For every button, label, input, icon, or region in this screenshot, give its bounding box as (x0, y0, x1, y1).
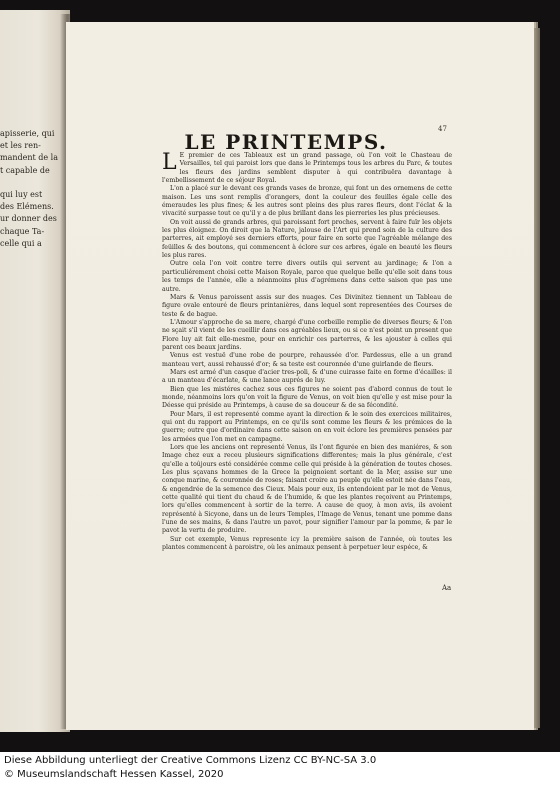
body-text (162, 152, 452, 598)
drop-cap: L (162, 150, 177, 175)
body-paragraph: Mars & Venus paroissent assis sur des nuages. Ces Divinitez tiennent un Tableau de figure ovale entouré de fleurs printanières, dans lequel sont representées des Courses de teste & de bague. (162, 293, 452, 318)
body-paragraph: Pour Mars, il est representé comme ayant la direction & le soin des exercices militaires, qui ont du rapport au Printemps, en ce qu'ils sont comme les fleurs & les prémices de la guerre; outre que d'ordinaire dans cette saison on en voit éclore les premières pensées par les armées que l'on met en campagne. (162, 410, 452, 443)
body-paragraph: Sur cet exemple, Venus represente icy la première saison de l'année, où toutes les plantes commencent à paroistre, où les animaux pensent à perpetuer leur espéce, & (162, 535, 452, 552)
body-paragraph: L'on a placé sur le devant ces grands vases de bronze, qui font un des ornemens de cette maison. Les uns sont remplis d'orangers, dont la couleur des feuilles égale celle des émeraudes les plus fines; & les autres sont pleins des plus rares fleurs, dont l'éclat & la vivacité surpasse tout ce qu'il y a de plus brillant dans les pierreries les plus précieuses. (162, 185, 452, 218)
license-line: Diese Abbildung unterliegt der Creative Commons Lizenz CC BY-NC-SA 3.0 (4, 755, 377, 766)
left-page-text (0, 128, 58, 250)
left-line (0, 177, 40, 189)
body-paragraph: Lors que les anciens ont representé Venus, ils l'ont figurée en bien des maniéres, & son Image chez eux a receu plusieurs significations differentes; mais la plus générale, c'est qu'elle a toûjours esté considérée comme celle qui préside à la génération de toutes choses. Les plus sçavans hommes de la Grece la peignoient sortant de la Mer, assise sur une conque marine, & couronnée de roses; faisant croire au peuple qu'elle estoit née dans l'eau, & engendrée de la semence des Cieux. Mais pour eux, ils entendoient par le mot de Venus, cette qualité qui tient du chaud & de l'humide, & que les plantes reçoivent au Printemps, lors qu'elles commencent à sortir de la terre. A cause de quoy, à mon avis, ils avoient représenté à Sicyone, dans un de leurs Temples, l'Image de Venus, tenant une pomme dans l'une de ses mains, & dans l'autre un pavot, pour signifier l'amour par la pomme, & par le pavot la vertu de produire. (162, 444, 452, 535)
body-paragraph: Bien que les mistéres cachez sous ces figures ne soient pas d'abord connus de tout le monde, néanmoins lors qu'on voit la figure de Venus, on voit bien qu'elle y est mise pour la Déesse qui préside au Printemps, à cause de sa douceur & de sa fécondité. (162, 385, 452, 410)
body-paragraph: L E premier de ces Tableaux est un grand passage, où l'on voit le Chasteau de Versailles, tel qui paroist lors que dans le Printemps tous les arbres du Parc, & toutes les fleurs des jardins semblent disputer à qui contribuëra davantage à l'embellissement de ce séjour Royal. (162, 150, 452, 185)
body-paragraph: Outre cela l'on voit contre terre divers outils qui servent au jardinage; & l'on a particuliérement choisi cette Maison Royale, parce que quelque belle qu'elle soit dans tous les temps de l'année, elle a néanmoins plus d'agrémens dans cette saison que pas une autre. (162, 260, 452, 293)
body-paragraph: L'Amour s'approche de sa mere, chargé d'une corbeille remplie de diverses fleurs; & l'on ne sçait s'il vient de les cueillir dans ces agréables lieux, ou si ce n'est point un present que Flore luy ait fait elle-mesme, pour en enrichir ces parterres, & les ajouster à celles qui parent ces beaux jardins. (162, 318, 452, 351)
page-number: 47 (438, 125, 447, 133)
left-line: et les ren- (0, 141, 41, 151)
license-footer (0, 752, 560, 788)
chapter-title: LE PRINTEMPS. (184, 130, 388, 154)
body-paragraph: Mars est armé d'un casque d'acier tres-poli, & d'une cuirasse faite en forme d'écailles: il a un manteau d'écarlate, & une lance auprés de luy. (162, 368, 452, 385)
left-line: ur donner des (0, 214, 57, 224)
copyright-line: © Museumslandschaft Hessen Kassel, 2020 (4, 769, 224, 780)
left-line: mandent de la (0, 153, 58, 163)
left-line: celle qui a (0, 238, 42, 248)
left-line: des Elémens. (0, 202, 54, 212)
left-line: chaque Ta- (0, 226, 45, 236)
page-edge (534, 28, 540, 728)
signature-mark: Aa (442, 584, 452, 592)
left-line: qui luy est (0, 190, 43, 200)
body-paragraph: Venus est vestuë d'une robe de pourpre, rehaussée d'or. Pardessus, elle a un grand manteau vert, aussi rehaussé d'or; & sa teste est couronnée d'une guirlande de fleurs. (162, 352, 452, 368)
left-line: t capable de (0, 165, 50, 175)
body-paragraph: On voit aussi de grands arbres, qui paroissant fort proches, servent à faire fuïr les objets les plus éloignez. On diroit que la Nature, jalouse de l'Art qui prend soin de la culture des parterres, ait employé ses derniers efforts, pour faire en sorte que l'agréable mélange des feüilles & des boutons, qui commencent à éclore sur ces arbres, égale en beauté les fleurs les plus rares. (162, 218, 452, 260)
left-line: apisserie, qui (0, 129, 55, 138)
